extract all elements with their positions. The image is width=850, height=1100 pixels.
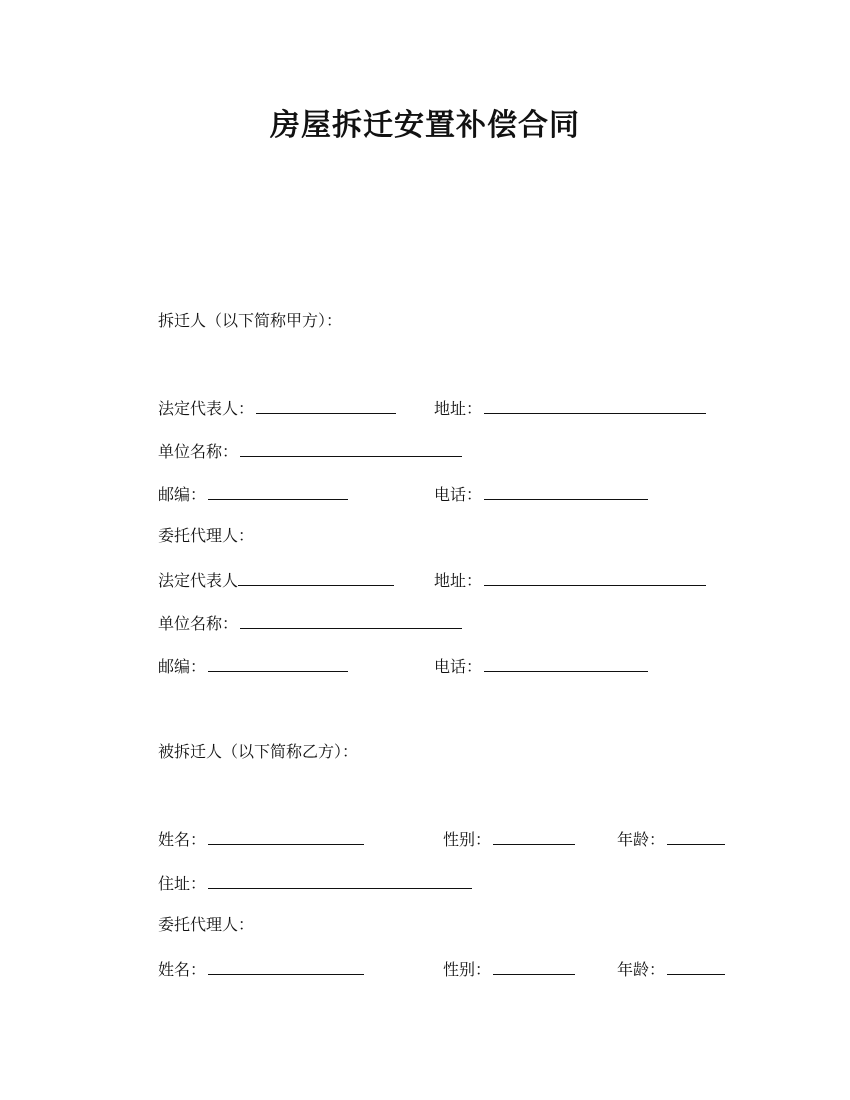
agent-name-blank[interactable]	[208, 958, 364, 975]
gender-label: 性别：	[443, 830, 492, 849]
agent-age-label: 年龄：	[617, 960, 666, 979]
address-label: 地址：	[434, 399, 483, 418]
phone-label: 电话：	[434, 485, 483, 504]
agent-legal-rep-blank[interactable]	[238, 569, 394, 586]
gender-field	[443, 828, 575, 850]
agent-gender-field	[443, 958, 575, 980]
agent-phone-label: 电话：	[434, 657, 483, 676]
agent-name-field	[158, 958, 364, 980]
age-blank[interactable]	[667, 828, 725, 845]
name-blank[interactable]	[208, 828, 364, 845]
party-a-row-unit-name	[158, 440, 462, 462]
agent-phone-blank[interactable]	[484, 655, 648, 672]
agent-legal-rep-field	[158, 569, 394, 591]
age-label: 年龄：	[617, 830, 666, 849]
agent-gender-label: 性别：	[443, 960, 492, 979]
phone-field	[434, 483, 648, 505]
agent-address-label: 地址：	[434, 571, 483, 590]
address-field	[434, 397, 706, 419]
agent-postcode-blank[interactable]	[208, 655, 348, 672]
party-b-row-residence	[158, 872, 472, 894]
unit-name-label: 单位名称：	[158, 442, 239, 461]
address-blank[interactable]	[484, 397, 706, 414]
unit-name-blank[interactable]	[240, 440, 462, 457]
party-a-agent-heading: 委托代理人：	[158, 526, 255, 545]
agent-postcode-label: 邮编：	[158, 657, 207, 676]
gender-blank[interactable]	[493, 828, 575, 845]
legal-rep-label: 法定代表人：	[158, 399, 255, 418]
agent-unit-name-label: 单位名称：	[158, 614, 239, 633]
agent-address-blank[interactable]	[484, 569, 706, 586]
agent-address-field	[434, 569, 706, 591]
residence-blank[interactable]	[208, 872, 472, 889]
name-label: 姓名：	[158, 830, 207, 849]
agent-unit-name-blank[interactable]	[240, 612, 462, 629]
agent-age-field	[617, 958, 725, 980]
postcode-blank[interactable]	[208, 483, 348, 500]
agent-age-blank[interactable]	[667, 958, 725, 975]
agent-phone-field	[434, 655, 648, 677]
name-field	[158, 828, 364, 850]
party-a-heading: 拆迁人（以下简称甲方）：	[158, 311, 343, 330]
agent-gender-blank[interactable]	[493, 958, 575, 975]
legal-rep-blank[interactable]	[256, 397, 396, 414]
party-b-agent-heading: 委托代理人：	[158, 915, 255, 934]
agent-postcode-field	[158, 655, 348, 677]
residence-label: 住址：	[158, 874, 207, 893]
agent-name-label: 姓名：	[158, 960, 207, 979]
party-b-heading: 被拆迁人（以下简称乙方）：	[158, 742, 359, 761]
legal-rep-field	[158, 397, 396, 419]
age-field	[617, 828, 725, 850]
party-a-agent-row-unit-name	[158, 612, 462, 634]
postcode-label: 邮编：	[158, 485, 207, 504]
agent-legal-rep-label: 法定代表人	[158, 571, 239, 590]
phone-blank[interactable]	[484, 483, 648, 500]
postcode-field	[158, 483, 348, 505]
document-title: 房屋拆迁安置补偿合同	[270, 108, 580, 143]
